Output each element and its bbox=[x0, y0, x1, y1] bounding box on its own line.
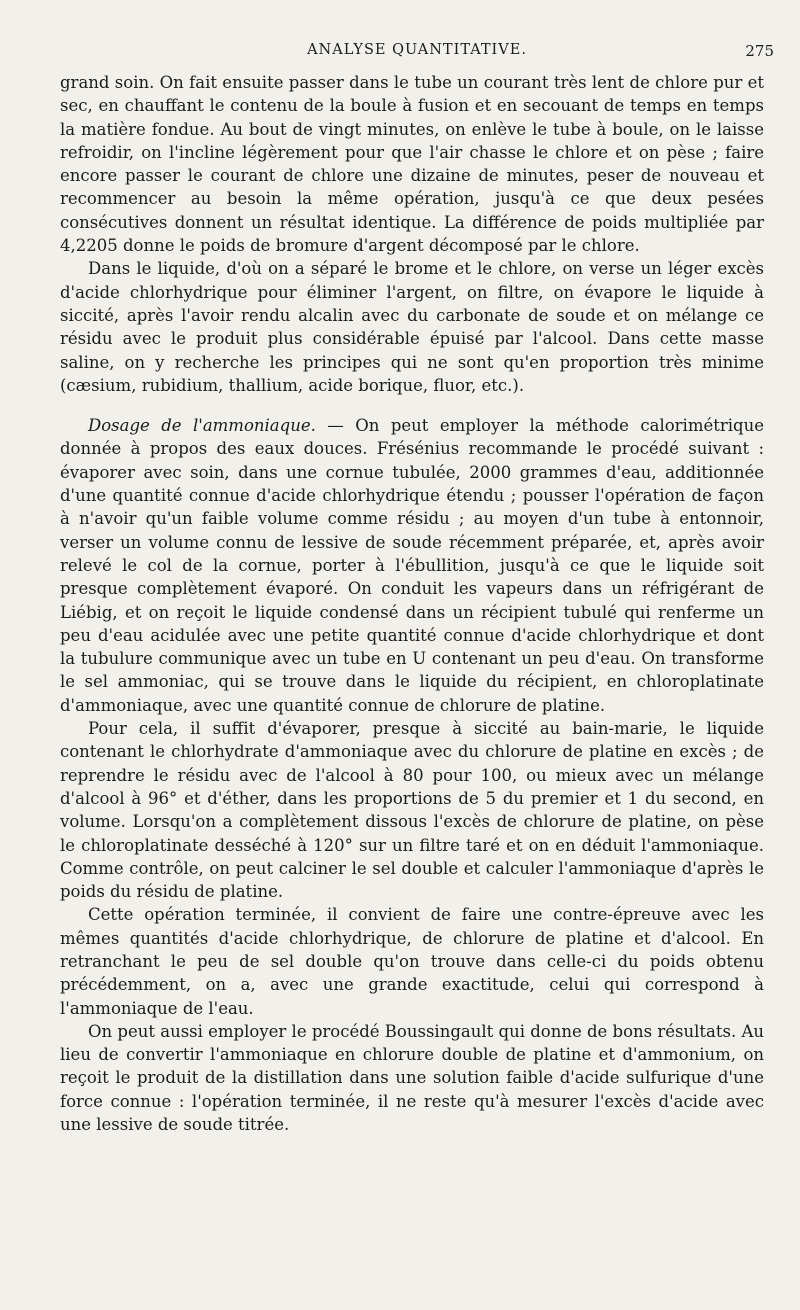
running-title: ANALYSE QUANTITATIVE. bbox=[307, 42, 527, 58]
paragraph-1: grand soin. On fait ensuite passer dans le tube un courant très lent de chlore pur et sec, en chauffant le contenu de la boule à fusion et en secouant de temps en temps la matière fondue. Au bout de vingt minutes, on enlève le tube à boule, on le laisse refroidir, on l'incline légèrement pour que l'air chasse le chlore et on pèse ; faire encore passer le courant de chlore une dizaine de minutes, peser de nouveau et recommencer au besoin la même opération, jusqu'à ce que deux pesées consécutives donnent un résultat identique. La différence de poids multipliée par 4,2205 donne le poids de bromure d'argent décomposé par le chlore. bbox=[60, 73, 764, 256]
page-number: 275 bbox=[745, 42, 774, 60]
paragraph-3-text: — On peut employer la méthode calorimétrique donnée à propos des eaux douces. Frésénius recommande le procédé suivant : évaporer avec soin, dans une cornue tubulée, 2000 grammes d'eau, additionnée d'une quantité connue d'acide chlorhydrique étendu ; pousser l'opération de façon à n'avoir qu'un faible volume comme résidu ; au moyen d'un tube à entonnoir, verser un volume connu de lessive de soude récemment préparée, et, après avoir relevé le col de la cornue, porter à l'ébullition, jusqu'à ce que le liquide soit presque complètement évaporé. On conduit les vapeurs dans un réfrigérant de Liébig, et on reçoit le liquide condensé dans un récipient tubulé qui renferme un peu d'eau acidulée avec une petite quantité connue d'acide chlorhydrique et dont la tubulure communique avec un tube en U contenant un peu d'eau. On transforme le sel ammoniac, qui se trouve dans le liquide du récipient, en chloroplatinate d'ammoniaque, avec une quantité connue de chlorure de platine. bbox=[60, 416, 764, 715]
paragraph-5: Cette opération terminée, il convient de faire une contre-épreuve avec les mêmes quantités d'acide chlorhydrique, de chlorure de platine et d'alcool. En retranchant le peu de sel double qu'on trouve dans celle-ci du poids obtenu précédemment, on a, avec une grande exactitude, celui qui correspond à l'ammoniaque de l'eau. bbox=[60, 905, 764, 1018]
body-text bbox=[60, 71, 764, 1136]
paragraph-4: Pour cela, il suffit d'évaporer, presque à siccité au bain-marie, le liquide contenant le chlorhydrate d'ammoniaque avec du chlorure de platine en excès ; de reprendre le résidu avec de l'alcool à 80 pour 100, ou mieux avec un mélange d'alcool à 96° et d'éther, dans les proportions de 5 du premier et 1 du second, en volume. Lorsqu'on a complètement dissous l'excès de chlorure de platine, on pèse le chloroplatinate desséché à 120° sur un filtre taré et on en déduit l'ammoniaque. Comme contrôle, on peut calciner le sel double et calculer l'ammoniaque d'après le poids du résidu de platine. bbox=[60, 719, 764, 902]
running-head bbox=[60, 42, 774, 66]
paragraph-2: Dans le liquide, d'où on a séparé le brome et le chlore, on verse un léger excès d'acide chlorhydrique pour éliminer l'argent, on filtre, on évapore le liquide à siccité, après l'avoir rendu alcalin avec du carbonate de soude et on mélange ce résidu avec le produit plus considérable épuisé par l'alcool. Dans cette masse saline, on y recherche les principes qui ne sont qu'en proportion très minime (cæsium, rubidium, thallium, acide borique, fluor, etc.). bbox=[60, 259, 764, 395]
section-title: Dosage de l'ammoniaque. bbox=[88, 416, 316, 436]
paragraph-6: On peut aussi employer le procédé Boussingault qui donne de bons résultats. Au lieu de convertir l'ammoniaque en chlorure double de platine et d'ammonium, on reçoit le produit de la distillation dans une solution faible d'acide sulfurique d'une force connue : l'opération terminée, il ne reste qu'à mesurer l'excès d'acide avec une lessive de soude titrée. bbox=[60, 1021, 765, 1135]
paragraph-3 bbox=[60, 414, 764, 717]
